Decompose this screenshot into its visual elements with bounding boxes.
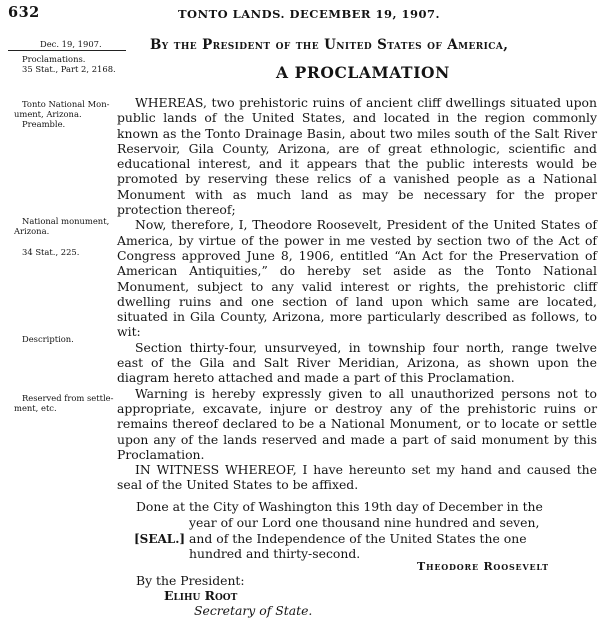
margin-preamble-line3: Preamble. (22, 119, 66, 129)
margin-reserved-line2: ment, etc. (14, 403, 57, 413)
margin-date: Dec. 19, 1907. (40, 39, 102, 49)
margin-preamble-line2: ument, Arizona. (14, 109, 82, 119)
margin-divider (8, 50, 126, 51)
proclamation-body (117, 95, 597, 493)
running-head: TONTO LANDS. DECEMBER 19, 1907. (178, 7, 441, 21)
paragraph-section: Section thirty-four, unsurveyed, in township four north, range twelve east of the Gila and Salt River Meridian, Arizona, as shown upon the diagram hereto attached and made a part of this Proclamation. (117, 339, 597, 386)
headline: By the President of the United States of America, (150, 37, 509, 53)
paragraph-now-therefore: Now, therefore, I, Theodore Roosevelt, President of the United States of America, by virtue of the power in me vested by section two of the Act of Congress approved June 8, 1906, entitled “An Act for the Preservation of American Antiquities,” do hereby set aside as the Tonto National Monument, subject to any valid interest or rights, the prehistoric cliff dwelling ruins and one section of land upon which same are located, situated in Gila County, Arizona, more particularly described as follows, to wit: (117, 217, 597, 340)
margin-preamble-line1: Tonto National Mon- (22, 99, 110, 109)
seal-mark: [SEAL.] (134, 532, 186, 546)
margin-stat-ref: 35 Stat., Part 2, 2168. (22, 64, 116, 74)
proclamation-title: A PROCLAMATION (276, 63, 450, 82)
by-the-president: By the President: (136, 573, 245, 588)
paragraph-witness: IN WITNESS WHEREOF, I have hereunto set my hand and caused the seal of the United States to be affixed. (117, 462, 597, 493)
signature-president: Theodore Roosevelt (417, 560, 549, 573)
margin-monument-line1: National monument, (22, 216, 110, 226)
margin-reserved-line1: Reserved from settle- (22, 393, 114, 403)
done-line-4: hundred and thirty-second. (189, 546, 361, 561)
page-number: 632 (8, 4, 40, 21)
countersign-name: Elihu Root (164, 588, 238, 603)
done-line-3: and of the Independence of the United States the one (189, 531, 527, 546)
paragraph-warning: Warning is hereby expressly given to all unauthorized persons not to appropriate, excavate, injure or destroy any of the prehistoric ruins or remains thereof declared to be a National Monument, or to locate or settle upon any of the lands reserved and made a part of said monument by this Proclamation. (117, 385, 597, 462)
countersign-title: Secretary of State. (194, 603, 313, 618)
margin-stat-34: 34 Stat., 225. (22, 247, 80, 257)
paragraph-whereas: WHEREAS, two prehistoric ruins of ancient cliff dwellings situated upon public lands of the United States, and located in the region commonly known as the Tonto Drainage Basin, about two miles south of the Salt River Reservoir, Gila County, Arizona, are of great ethnologic, scientific and educational interest, and it appears that the public interests would be promoted by reserving these relics of a vanished people as a National Monument with as much land as may be necessary for the proper protection thereof; (117, 95, 597, 218)
margin-proclamations: Proclamations. (22, 54, 86, 64)
done-line-2: year of our Lord one thousand nine hundred and seven, (189, 515, 540, 530)
margin-description: Description. (22, 334, 74, 344)
margin-monument-line2: Arizona. (14, 226, 50, 236)
done-line-1: Done at the City of Washington this 19th day of December in the (136, 499, 543, 514)
